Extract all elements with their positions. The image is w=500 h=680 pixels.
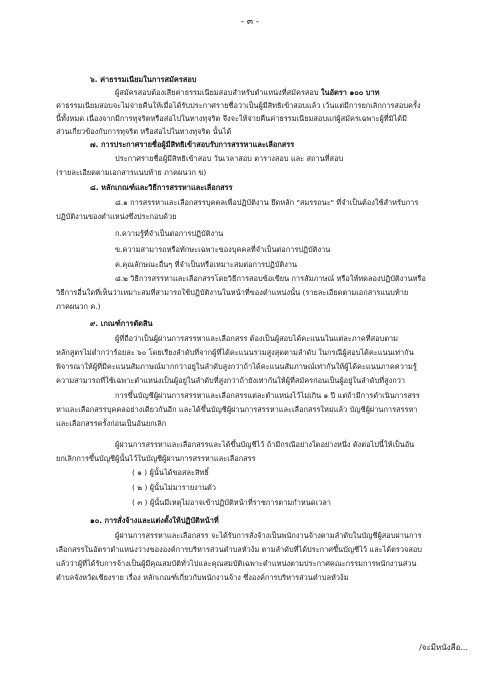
section-8-1-line-2: ปฏิบัติงานของตำแหน่งซึ่งประกอบด้วย (56, 212, 177, 221)
section-9-line-9: ยกเลิกการขึ้นบัญชีผู้นั้นไว้ในบัญชีผู้ผ่านการสรรหาและเลือกสรร (56, 454, 256, 463)
section-9-line-4: ความสามารถที่ใช้เฉพาะตำแหน่งเป็นผู้อยู่ในลำดับที่สูงกว่าถ้ายังเท่ากันให้ผู้ที่สมัครก่อนเป็นผู้อยู่ในลำดับที่สูงกว่า (56, 376, 406, 385)
section-6-line-3: นี้ทั้งหมด เนื่องจากมีการทุจริตหรือส่อไปในทางทุจริต จึงจะให้จ่ายคืนค่าธรรมเนียมสอบแก่ผู้สมัครเฉพาะผู้ที่มิได้มี (56, 114, 407, 123)
section-9-line-5: การขึ้นบัญชีผู้ผ่านการสรรหาและเลือกสรรแต่ละตำแหน่งไว้ไม่เกิน ๑ ปี แต่ถ้ามีการดำเนินการสรร (115, 391, 420, 400)
section-8-heading: ๘. หลักเกณฑ์และวิธีการสรรหาและเลือกสรร (90, 183, 233, 192)
section-8-2-line-2: วิธีการอื่นใดที่เห็นว่าเหมาะสมที่สามารถใช้ปฏิบัติงานในหน้าที่ของตำแหน่งนั้น (รายละเอียดตามเอกสารแนบท้าย (56, 288, 409, 297)
continuation-note: /จะมีหนังสือ... (419, 643, 468, 652)
section-9-line-7: และเลือกสรรครั้งก่อนเป็นอันยกเลิก (56, 419, 167, 428)
section-8-item-c: ค.คุณลักษณะอื่นๆ ที่จำเป็นหรือเหมาะสมต่อการปฏิบัติงาน (115, 260, 298, 269)
section-9-condition-2: ( ๒ ) ผู้นั้นไม่มารายงานตัว (132, 483, 216, 492)
section-7-heading: ๗. การประกาศรายชื่อผู้มีสิทธิเข้าสอบรับการสรรหาและเลือกสรร (90, 140, 295, 149)
section-6-heading: ๖. ค่าธรรมเนียมในการสมัครสอบ (90, 75, 197, 84)
section-7-line-2: (รายละเอียดตามเอกสารแนบท้าย ภาคผนวก ข) (56, 168, 207, 177)
section-6-line-2: ค่าธรรมเนียมสอบจะไม่จ่ายคืนให้เมื่อได้รับประกาศรายชื่อว่าเป็นผู้มีสิทธิเข้าสอบแล้ว เว้นแต่มีการยกเลิกการสอบครั้ง (56, 101, 421, 110)
section-8-2-line-1: ๘.๒ วิธีการสรรหาและเลือกสรรโดยวิธีการสอบข้อเขียน การสัมภาษณ์ หรือให้ทดลองปฏิบัติงานหรือ (115, 274, 426, 283)
page-number: - ๓ - (240, 17, 260, 27)
section-10-line-2: เลือกสรรในอัตราตำแหน่งว่างขององค์การบริหารส่วนตำบลหัวง้ม ตามลำดับที่ได้ประกาศขึ้นบัญชีไว้ และได้ตรวจสอบ (56, 545, 422, 554)
section-9-line-3: พิจารณาให้ผู้ที่มีคะแนนสัมภาษณ์มากกว่าอยู่ในลำดับสูงกว่าถ้าได้คะแนนสัมภาษณ์เท่ากันให้ผู้ได้คะแนนภาคความรู้ (56, 362, 417, 371)
section-8-1-line-1: ๘.๑ การสรรหาและเลือกสรรบุคคลเพื่อปฏิบัติงาน ยึดหลัก "สมรรถนะ" ที่จำเป็นต้องใช้สำหรับการ (115, 198, 419, 207)
section-7-line-1: ประกาศรายชื่อผู้มีสิทธิเข้าสอบ วันเวลาสอบ ตารางสอบ และ สถานที่สอบ (115, 154, 344, 163)
section-9-line-1: ผู้ที่ถือว่าเป็นผู้ผ่านการสรรหาและเลือกสรร ต้องเป็นผู้สอบได้คะแนนในแต่ละภาคที่สอบตาม (115, 334, 399, 343)
section-6-fee: ในอัตรา ๑๐๐ บาท (320, 88, 380, 97)
section-8-item-a: ก.ความรู้ที่จำเป็นต่อการปฏิบัติงาน (115, 229, 224, 238)
section-9-line-6: หาและเลือกสรรบุคคลอย่างเดียวกันอีก และได้ขึ้นบัญชีผู้ผ่านการสรรหาและเลือกสรรใหม่แล้ว บัญชีผู้ผ่านการสรรหา (56, 405, 418, 414)
section-9-condition-3: ( ๓ ) ผู้นั้นมีเหตุไม่อาจเข้าปฏิบัติหน้าที่ราชการตามกำหนดเวลา (132, 498, 331, 507)
section-9-line-8: ผู้ผ่านการสรรหาและเลือกสรรและได้ขึ้นบัญชีไว้ ถ้ามีกรณีอย่างใดอย่างหนึ่ง ดังต่อไปนี้ให้เป็นอัน (115, 440, 415, 449)
section-8-item-b: ข.ความสามารถหรือทักษะเฉพาะของบุคคลที่จำเป็นต่อการปฏิบัติงาน (115, 245, 331, 254)
section-10-line-4: ตำบลจังหวัดเชียงราย เรื่อง หลักเกณฑ์เกี่ยวกับพนักงานจ้าง ซึ่งองค์การบริหารส่วนตำบลหัวง้ม (56, 573, 349, 582)
section-10-line-1: ผู้ผ่านการสรรหาและเลือกสรร จะได้รับการสั่งจ้างเป็นพนักงานจ้างตามลำดับในบัญชีผู้สอบผ่านการ (115, 531, 422, 540)
section-9-heading: ๙. เกณฑ์การตัดสิน (90, 319, 153, 328)
section-10-heading: ๑๐. การสั่งจ้างและแต่งตั้งให้ปฏิบัติหน้าที่ (90, 516, 219, 525)
section-6-line-1 (115, 87, 380, 100)
section-8-2-line-3: ภาคผนวก ค.) (56, 302, 101, 311)
section-9-condition-1: ( ๑ ) ผู้นั้นได้ขอสละสิทธิ์ (132, 468, 209, 477)
section-6-line-4: ส่วนเกี่ยวข้องกับการทุจริต หรือส่อไปในทางทุจริต นั้นได้ (56, 127, 232, 136)
section-10-line-3: แล้วว่าผู้ที่ได้รับการจ้างเป็นผู้มีคุณสมบัติทั่วไปและคุณสมบัติเฉพาะตำแหน่งตามประกาศคณะกรรมการพนักงานส่วน (56, 559, 417, 568)
section-9-line-2: หลักสูตรไม่ต่ำกว่าร้อยละ ๖๐ โดยเรียงลำดับที่จากผู้ที่ได้คะแนนรวมสูงสุดตามลำดับ ในกรณีผู้สอบได้คะแนนเท่ากัน (56, 348, 414, 357)
section-6-line-1-text: ผู้สมัครสอบต้องเสียค่าธรรมเนียมสอบสำหรับตำแหน่งที่สมัครสอบ (115, 88, 321, 97)
